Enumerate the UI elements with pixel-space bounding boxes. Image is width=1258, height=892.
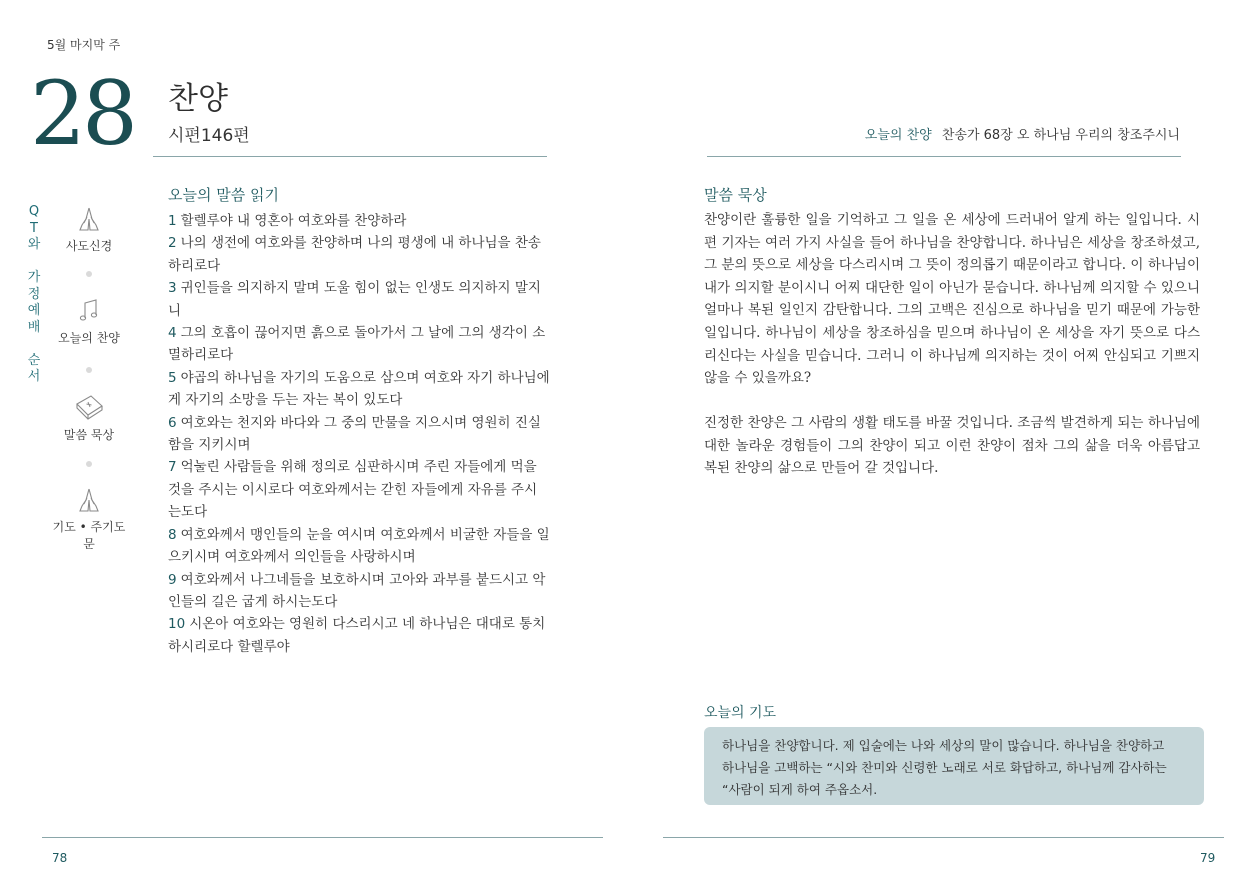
reading-heading: 오늘의 말씀 읽기 — [168, 186, 279, 204]
sidebar-item-label: 기도 • 주기도문 — [52, 520, 126, 551]
verse — [168, 322, 550, 367]
verse-text: 시온아 여호와는 영원히 다스리시고 네 하나님은 대대로 통치하시리로다 할렐루야 — [168, 616, 546, 655]
verse-number: 6 — [168, 414, 177, 431]
verse — [168, 613, 550, 658]
sidebar-item-label: 말씀 묵상 — [63, 428, 115, 442]
verse-list — [168, 210, 550, 658]
hymn-label: 오늘의 찬양 — [864, 128, 932, 143]
prayer-box — [704, 727, 1204, 805]
sidebar-vertical-title: Q T 와 가 정 예 배 순 서 — [27, 204, 41, 384]
verse — [168, 412, 550, 457]
verse-text: 할렐루야 내 영혼아 여호와를 찬양하라 — [180, 213, 407, 229]
scripture-reference: 시편146편 — [168, 126, 250, 146]
sidebar-item-meditation — [52, 392, 126, 443]
sidebar-item-apostles-creed — [52, 205, 126, 254]
prayer-line: 하나님을 찬양합니다. 제 입술에는 나와 세상의 말이 많습니다. 하나님을 찬양하고 — [722, 738, 1165, 753]
hymn-text: 찬송가 68장 오 하나님 우리의 창조주시니 — [941, 128, 1180, 143]
verse-text: 나의 생전에 여호와를 찬양하며 나의 평생에 내 하나님을 찬송하리로다 — [168, 235, 541, 274]
verse-number: 2 — [168, 235, 177, 252]
praying-hands-icon — [75, 205, 103, 233]
sidebar-item-label: 오늘의 찬양 — [58, 331, 120, 345]
hymn-line — [865, 124, 1180, 143]
verse-text: 여호와께서 나그네들을 보호하시며 고아와 과부를 붙드시고 악인들의 길은 굽게 하시는도다 — [168, 571, 546, 610]
prayer-heading: 오늘의 기도 — [704, 705, 777, 721]
page-number-left: 78 — [52, 851, 68, 865]
meditation-paragraph: 진정한 찬양은 그 사람의 생활 태도를 바꿀 것입니다. 조금씩 발견하게 되는 하나님에 대한 놀라운 경험들이 그의 찬양이 되고 이런 찬양이 점차 그의 삶을 더욱 아름답고 복된 찬양의 삶으로 만들어 갈 것입니다. — [704, 415, 1200, 477]
verse-number: 8 — [168, 526, 177, 543]
verse-text: 그의 호흡이 끊어지면 흙으로 돌아가서 그 날에 그의 생각이 소멸하리로다 — [168, 325, 546, 364]
prayer-line: “사람이 되게 하여 주옵소서. — [722, 782, 878, 797]
verse — [168, 232, 550, 277]
sidebar-item-todays-hymn — [52, 297, 126, 346]
verse-number: 4 — [168, 325, 177, 342]
verse — [168, 367, 550, 412]
verse-text: 야곱의 하나님을 자기의 도움으로 삼으며 여호와 자기 하나님에게 자기의 소망을 두는 자는 복이 있도다 — [168, 369, 550, 409]
verse-number: 1 — [168, 213, 177, 229]
prayer-line: 하나님을 고백하는 “시와 찬미와 신령한 노래로 서로 화답하고, 하나님께 감사하는 — [722, 760, 1167, 775]
verse-text: 여호와께서 맹인들의 눈을 여시며 여호와께서 비굴한 자들을 일으키시며 여호와께서 의인들을 사랑하시며 — [168, 526, 550, 566]
music-note-icon — [75, 297, 103, 325]
verse-number: 5 — [168, 369, 177, 386]
verse-number: 7 — [168, 459, 177, 476]
verse-number: 10 — [168, 616, 186, 633]
sidebar-item-label: 사도신경 — [65, 239, 113, 253]
footer-rule-left — [42, 837, 603, 838]
page-number-right: 79 — [1200, 851, 1216, 865]
sidebar-item-prayer — [52, 486, 126, 552]
day-number: 28 — [30, 62, 134, 165]
verse-text: 억눌린 사람들을 위해 정의로 심판하시며 주린 자들에게 먹을 것을 주시는 이시로다 여호와께서는 갇힌 자들에게 자유를 주시는도다 — [168, 459, 538, 521]
verse — [168, 524, 550, 569]
sidebar-divider-dot — [86, 461, 92, 467]
verse — [168, 277, 550, 322]
header-rule-left — [153, 156, 547, 157]
praying-hands-icon — [75, 486, 103, 514]
bible-icon — [73, 392, 105, 422]
verse-number: 3 — [168, 280, 177, 297]
verse-text: 여호와는 천지와 바다와 그 중의 만물을 지으시며 영원히 진실함을 지키시며 — [168, 414, 541, 454]
week-label: 5월 마지막 주 — [47, 38, 121, 52]
meditation-heading: 말씀 묵상 — [704, 186, 767, 204]
verse — [168, 569, 550, 614]
sidebar-divider-dot — [86, 271, 92, 277]
verse — [168, 456, 550, 523]
sidebar-divider-dot — [86, 367, 92, 373]
header-rule-right — [707, 156, 1181, 157]
footer-rule-right — [663, 837, 1224, 838]
verse — [168, 210, 550, 232]
verse-number: 9 — [168, 571, 177, 588]
verse-text: 귀인들을 의지하지 말며 도울 힘이 없는 인생도 의지하지 말지니 — [168, 280, 541, 319]
page-title: 찬양 — [168, 81, 228, 117]
meditation-paragraph: 찬양이란 훌륭한 일을 기억하고 그 일을 온 세상에 드러내어 알게 하는 일입니다. 시편 기자는 여러 가지 사실을 들어 하나님을 찬양합니다. 하나님은 세상을 창조하셨고, 그 분의 뜻으로 세상을 다스리시며 그 뜻이 정의롭기 때문이라고 합니다. 이 하나님이 내가 의지할 분이시니 어찌 대단한 일이 아닌가 묻습니다. 하나님께 의지할 수 있으니 얼마나 복된 일인지 감탄합니다. 그의 고백은 진심으로 하나님을 믿기 때문에 가능한 일입니다. 하나님이 세상을 창조하심을 믿으며 하나님이 온 세상을 자기 뜻으로 다스리신다는 사실을 믿습니다. 그러니 이 하나님께 의지하는 것이 어찌 안심되고 기쁘지 않을 수 있을까요? — [704, 212, 1200, 387]
